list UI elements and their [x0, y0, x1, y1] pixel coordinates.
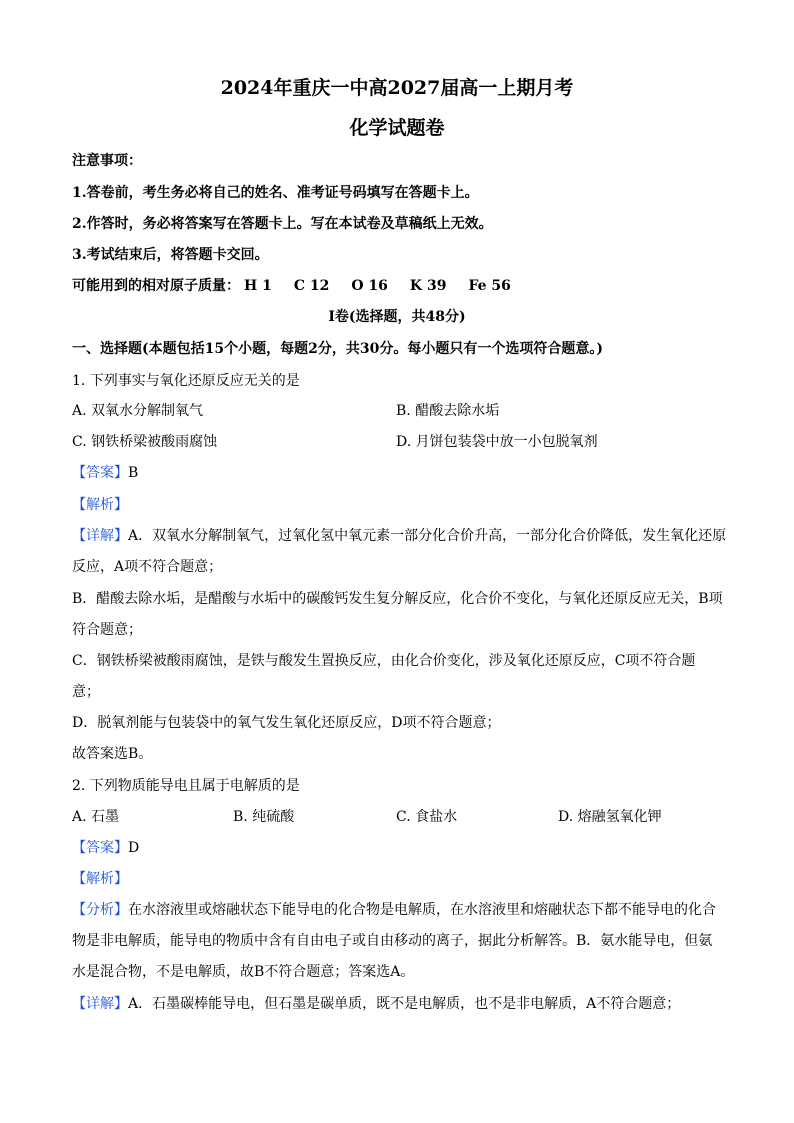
q1-answer-tag: 【答案】 — [72, 465, 128, 481]
exam-title: 2024年重庆一中高2027届高一上期月考 — [220, 77, 574, 99]
q2-analysis-tag: 【解析】 — [72, 871, 128, 887]
q2-detail-line-1: 【详解】A．石墨碳棒能导电，但石墨是碳单质，既不是电解质，也不是非电解质，A不符合题意； — [72, 996, 681, 1012]
atomic-mass-k: K 39 — [409, 278, 447, 294]
q2-analysis-line-3: 水是混合物，不是电解质，故B不符合题意；答案选A。 — [72, 964, 415, 980]
q1-analysis-tag: 【解析】 — [72, 497, 128, 513]
atomic-mass-h: H 1 — [244, 278, 272, 294]
q1-answer — [72, 462, 138, 482]
q1-detail-line-3: B．醋酸去除水垢，是醋酸与水垢中的碳酸钙发生复分解反应，化合价不变化，与氧化还原反应无关，B项 — [72, 591, 723, 607]
q1-option-d: D. 月饼包装袋中放一小包脱氧剂 — [396, 434, 598, 450]
q1-detail-line-4: 符合题意； — [72, 622, 142, 638]
q2-option-d: D. 熔融氢氧化钾 — [558, 809, 662, 825]
notice-heading: 注意事项： — [72, 153, 142, 169]
atomic-mass-fe: Fe 56 — [468, 278, 511, 294]
q1-detail-line-7: D．脱氧剂能与包装袋中的氧气发生氧化还原反应，D项不符合题意； — [72, 715, 501, 731]
part1-title: I卷(选择题，共48分) — [328, 309, 466, 325]
q1-detail-line-5: C．钢铁桥梁被酸雨腐蚀，是铁与酸发生置换反应，由化合价变化，涉及氧化还原反应，C项不符合题 — [72, 653, 696, 669]
q1-detail-line-1: 【详解】A．双氧水分解制氧气，过氧化氢中氧元素一部分化合价升高，一部分化合价降低，发生氧化还原 — [72, 528, 727, 544]
section1-title: 一、选择题(本题包括15个小题，每题2分，共30分。每小题只有一个选项符合题意。) — [72, 341, 603, 357]
q2-detail-tag: 【详解】 — [72, 996, 128, 1012]
q2-analysis-line-1: 【分析】在水溶液里或熔融状态下能导电的化合物是电解质，在水溶液里和熔融状态下都不能导电的化合 — [72, 902, 716, 918]
q2-answer-tag: 【答案】 — [72, 840, 128, 856]
q1-detail-line-2: 反应，A项不符合题意； — [72, 559, 223, 575]
atomic-mass-c: C 12 — [293, 278, 330, 294]
q1-option-c: C. 钢铁桥梁被酸雨腐蚀 — [72, 434, 218, 450]
q1-analysis — [72, 494, 128, 514]
q1-answer-value: B — [128, 465, 139, 481]
notice-item-1: 1.答卷前，考生务必将自己的姓名、准考证号码填写在答题卡上。 — [72, 185, 479, 201]
q2-answer-value: D — [128, 840, 140, 856]
notice-item-3: 3.考试结束后，将答题卡交回。 — [72, 247, 269, 263]
q2-stem: 2. 下列物质能导电且属于电解质的是 — [72, 778, 300, 794]
q2-analysis2-tag: 【分析】 — [72, 902, 128, 918]
q1-detail-line-6: 意； — [72, 684, 100, 700]
exam-subtitle: 化学试题卷 — [349, 117, 445, 139]
atomic-mass-line — [72, 275, 533, 295]
q1-option-b: B. 醋酸去除水垢 — [396, 403, 500, 419]
q1-conclusion: 故答案选B。 — [72, 746, 153, 762]
q2-option-a: A. 石墨 — [72, 809, 120, 825]
q2-analysis-line-2: 物是非电解质，能导电的物质中含有自由电子或自由移动的离子，据此分析解答。B．氨水能导电，但氨 — [72, 933, 713, 949]
q1-stem: 1. 下列事实与氧化还原反应无关的是 — [72, 373, 300, 389]
q1-detail-tag: 【详解】 — [72, 528, 128, 544]
atomic-mass-o: O 16 — [351, 278, 388, 294]
q2-answer — [72, 837, 139, 857]
q2-option-c: C. 食盐水 — [396, 809, 458, 825]
atomic-mass-label: 可能用到的相对原子质量： — [72, 278, 240, 294]
q2-analysis — [72, 868, 128, 888]
q1-option-a: A. 双氧水分解制氧气 — [72, 403, 204, 419]
q2-option-b: B. 纯硫酸 — [233, 809, 295, 825]
notice-item-2: 2.作答时，务必将答案写在答题卡上。写在本试卷及草稿纸上无效。 — [72, 216, 493, 232]
